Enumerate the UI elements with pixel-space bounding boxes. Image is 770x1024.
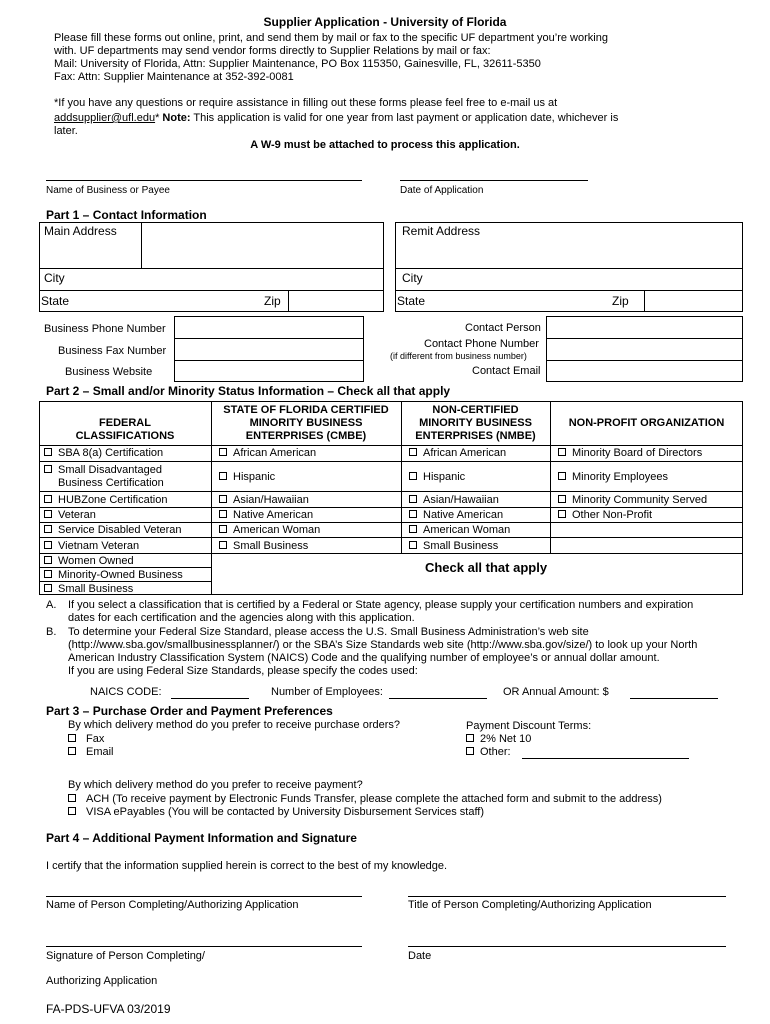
po-email-option[interactable] [68,746,114,759]
row-rule-4 [39,522,743,523]
main-zip-input[interactable] [292,295,380,309]
np-board-option[interactable] [558,447,702,460]
remit-zip-input[interactable] [648,295,738,309]
noncert-hispanic-option[interactable] [409,471,465,484]
checkbox-icon[interactable] [44,541,52,549]
state-asian-hawaiian-label: Asian/Hawaiian [233,494,309,506]
np-community-label: Minority Community Served [572,494,708,506]
checkbox-icon[interactable] [44,570,52,578]
note-a-line-1: If you select a classification that is certified by a Federal or State agency, please supply your certification numbers and expiration [68,599,694,611]
remit-state-input[interactable] [432,295,602,309]
main-city-input[interactable] [80,273,380,287]
employees-label: Number of Employees: [271,686,383,698]
note-text: This application is valid for one year from last payment or application date, whichever is [193,112,619,124]
fed-sba8a-option[interactable] [44,447,163,460]
contact-phone-label: Contact Phone Number [424,338,539,350]
main-address-col-divider [141,222,142,268]
checkbox-icon[interactable] [409,525,417,533]
pay-visa-option[interactable] [68,806,484,819]
checkbox-icon[interactable] [44,448,52,456]
fed-veteran-label: Veteran [58,509,96,521]
note-b-line-2: (http://www.sba.gov/smallbusinessplanner/) or the SBA’s Size Standards web site (http://www.sba.gov/size/) to look up your North [68,639,698,651]
noncert-american-woman-option[interactable] [409,524,510,537]
pay-ach-option[interactable] [68,793,662,806]
checkbox-icon[interactable] [558,472,566,480]
col-noncert-2: MINORITY BUSINESS [419,417,532,429]
annual-amount-input[interactable] [630,686,718,699]
noncert-native-american-label: Native American [423,509,504,521]
signature-label-1: Signature of Person Completing/ [46,950,205,962]
pay-question: By which delivery method do you prefer to receive payment? [68,779,363,791]
fed-vietnam-option[interactable] [44,540,139,553]
checkbox-icon[interactable] [219,472,227,480]
checkbox-icon[interactable] [219,448,227,456]
checkbox-icon[interactable] [68,747,76,755]
main-address-divider [39,268,384,269]
col-nonprofit: NON-PROFIT ORGANIZATION [568,417,725,429]
business-phone-label: Business Phone Number [44,323,166,335]
fed-sdv-label: Service Disabled Veteran [58,524,182,536]
fed-veteran-option[interactable] [44,509,96,522]
checkbox-icon[interactable] [44,556,52,564]
discount-2net10-label: 2% Net 10 [480,733,532,745]
discount-other-option[interactable] [466,746,511,759]
remit-city-divider [395,290,743,291]
business-website-label: Business Website [65,366,153,378]
part3-heading: Part 3 – Purchase Order and Payment Preferences [46,704,333,718]
main-city-label: City [44,271,65,285]
discount-2net10-option[interactable] [466,733,531,746]
naics-input[interactable] [171,686,249,699]
main-zip-label: Zip [264,294,281,308]
noncert-asian-hawaiian-option[interactable] [409,494,499,507]
col-state-2: MINORITY BUSINESS [249,417,363,429]
note-b-marker: B. [46,626,57,638]
checkbox-icon[interactable] [409,541,417,549]
note-a-marker: A. [46,599,57,611]
main-state-label: State [41,294,70,308]
contact-email-input[interactable] [550,364,739,378]
checkbox-icon[interactable] [219,541,227,549]
part1-heading: Part 1 – Contact Information [46,208,207,222]
contact-phone-note: (if different from business number) [390,351,527,361]
remit-state-label: State [397,294,426,308]
table-header-rule [39,445,743,446]
certify-statement: I certify that the information supplied herein is correct to the best of my knowledge. [46,860,448,872]
col-noncert-3: ENTERPRISES (NMBE) [415,430,536,442]
intro-line-2: with. UF departments may send vendor forms directly to Supplier Relations by mail or fax: [54,45,491,57]
np-employees-option[interactable] [558,471,668,484]
authorizer-title-input[interactable] [408,882,726,895]
contact-email-label: Contact Email [472,365,541,377]
noncert-small-business-option[interactable] [409,540,498,553]
signature-date-label: Date [408,950,432,962]
intro-fax: Fax: Attn: Supplier Maintenance at 352-392-0081 [54,71,294,83]
signature-line [46,946,362,947]
business-website-input[interactable] [178,364,360,378]
fed-minority-owned-label: Minority-Owned Business [58,569,183,581]
note-a-line-2: dates for each certification and the agencies along with this application. [68,612,415,624]
fed-small-disadvantaged-option[interactable] [44,464,162,477]
state-asian-hawaiian-option[interactable] [219,494,309,507]
state-native-american-label: Native American [233,509,314,521]
checkbox-icon[interactable] [219,525,227,533]
business-name-input[interactable] [46,166,362,179]
row-rule-5 [39,537,743,538]
business-name-line [46,180,362,181]
remit-zip-divider [644,290,645,312]
state-african-american-label: African American [233,447,317,459]
questions-line: *If you have any questions or require assistance in filling out these forms please feel free to e-mail us at [54,97,558,109]
signature-input[interactable] [46,932,362,945]
checkbox-icon[interactable] [466,734,474,742]
business-phone-input[interactable] [178,320,360,334]
row-rule-1 [39,461,743,462]
authorizer-name-label: Name of Person Completing/Authorizing Application [46,899,299,911]
fed-small-business-label: Small Business [58,583,134,595]
check-all-note: Check all that apply [424,560,548,575]
form-id: FA-PDS-UFVA 03/2019 [46,1002,171,1016]
contact-phone-input[interactable] [550,342,739,356]
checkbox-icon[interactable] [68,794,76,802]
note-star: * [155,112,160,124]
contact-phone-divider [546,360,743,361]
state-native-american-option[interactable] [219,509,313,522]
state-hispanic-label: Hispanic [233,471,276,483]
noncert-african-american-option[interactable] [409,447,506,460]
state-hispanic-option[interactable] [219,471,275,484]
checkbox-icon[interactable] [44,465,52,473]
checkbox-icon[interactable] [409,510,417,518]
col-state-3: ENTERPRISES (CMBE) [245,430,367,442]
checkbox-icon[interactable] [558,495,566,503]
col-federal-1: FEDERAL [99,417,151,429]
contact-person-input[interactable] [550,320,739,334]
application-date-label: Date of Application [400,185,484,196]
col-noncert-1: NON-CERTIFIED [432,404,519,416]
np-other-option[interactable] [558,509,652,522]
discount-other-label: Other: [480,746,511,758]
w9-notice: A W-9 must be attached to process this application. [250,139,520,151]
part2-heading: Part 2 – Small and/or Minority Status Information – Check all that apply [46,384,451,398]
note-b-line-1: To determine your Federal Size Standard, please access the U.S. Small Business Administration’s web site [68,626,589,638]
discount-other-input[interactable] [522,746,689,759]
np-other-label: Other Non-Profit [572,509,653,521]
note-b-line-3: American Industry Classification System (NAICS) Code and the qualifying number of employee’s or annual dollar amount. [68,652,660,664]
fed-women-owned-label: Women Owned [58,555,134,567]
contact-person-label: Contact Person [465,322,541,334]
phone-divider [174,338,364,339]
pay-visa-label: VISA ePayables (You will be contacted by University Disbursement Services staff) [86,806,485,818]
po-email-label: Email [86,746,114,758]
remit-address-label: Remit Address [402,224,481,238]
signature-label-2: Authorizing Application [46,975,158,987]
employees-input[interactable] [389,686,487,699]
np-board-label: Minority Board of Directors [572,447,703,459]
checkbox-icon[interactable] [44,510,52,518]
po-fax-option[interactable] [68,733,104,746]
application-date-line [400,180,588,181]
remit-address-input[interactable] [492,226,738,264]
state-american-woman-label: American Woman [233,524,321,536]
fed-business-cert-label: Business Certification [58,477,164,489]
business-fax-label: Business Fax Number [58,345,167,357]
remit-city-input[interactable] [436,273,736,287]
naics-label: NAICS CODE: [90,686,162,698]
checkbox-icon[interactable] [68,734,76,742]
contact-person-divider [546,338,743,339]
state-small-business-label: Small Business [233,540,309,552]
fed-hubzone-option[interactable] [44,494,167,507]
checkbox-icon[interactable] [44,584,52,592]
business-name-label: Name of Business or Payee [46,185,170,196]
annual-amount-label: OR Annual Amount: $ [503,686,609,698]
form-title: Supplier Application - University of Florida [263,15,507,29]
checkbox-icon[interactable] [44,525,52,533]
intro-line-1: Please fill these forms out online, print, and send them by mail or fax to the specific UF department you’re working [54,32,608,44]
remit-zip-label: Zip [612,294,629,308]
row-rule-2 [39,491,743,492]
checkbox-icon[interactable] [68,807,76,815]
checkbox-icon[interactable] [558,448,566,456]
fed-small-business-option[interactable] [44,583,133,596]
main-city-divider [39,290,384,291]
fed-small-disadvantaged-label: Small Disadvantaged [58,464,162,476]
fed-vietnam-label: Vietnam Veteran [58,540,140,552]
signature-date-input[interactable] [408,932,726,945]
row-rule-3 [39,507,743,508]
state-small-business-option[interactable] [219,540,308,553]
fax-divider [174,360,364,361]
po-question: By which delivery method do you prefer to receive purchase orders? [68,719,401,731]
fed-sba8a-label: SBA 8(a) Certification [58,447,164,459]
checkbox-icon[interactable] [44,495,52,503]
noncert-american-woman-label: American Woman [423,524,511,536]
fed-minority-owned-option[interactable] [44,569,183,582]
main-zip-divider [288,290,289,312]
noncert-asian-hawaiian-label: Asian/Hawaiian [423,494,499,506]
checkbox-icon[interactable] [466,747,474,755]
checkbox-icon[interactable] [409,495,417,503]
state-american-woman-option[interactable] [219,524,320,537]
row-rule-6 [39,553,743,554]
business-fax-input[interactable] [178,342,360,356]
np-community-option[interactable] [558,494,707,507]
support-email-link[interactable]: addsupplier@ufl.edu [54,112,156,124]
checkbox-icon[interactable] [219,510,227,518]
checkbox-icon[interactable] [558,510,566,518]
noncert-hispanic-label: Hispanic [423,471,466,483]
remit-address-divider [395,268,743,269]
signature-date-line [408,946,726,947]
checkbox-icon[interactable] [409,448,417,456]
col-federal-2: CLASSIFICATIONS [75,430,175,442]
discount-label: Payment Discount Terms: [466,720,592,732]
np-employees-label: Minority Employees [572,471,668,483]
state-african-american-option[interactable] [219,447,316,460]
note-label: Note: [162,112,191,124]
note-line-2: later. [54,125,78,137]
po-fax-label: Fax [86,733,105,745]
authorizer-title-line [408,896,726,897]
main-state-input[interactable] [76,295,256,309]
authorizer-title-label: Title of Person Completing/Authorizing Application [408,899,652,911]
col-state-1: STATE OF FLORIDA CERTIFIED [223,404,389,416]
noncert-african-american-label: African American [423,447,507,459]
note-b-line-4: If you are using Federal Size Standards, please specify the codes used: [68,665,418,677]
noncert-native-american-option[interactable] [409,509,503,522]
part4-heading: Part 4 – Additional Payment Information and Signature [46,831,357,845]
authorizer-name-input[interactable] [46,882,362,895]
application-date-input[interactable] [400,166,588,179]
pay-ach-label: ACH (To receive payment by Electronic Funds Transfer, please complete the attached form and submit to the address) [86,793,662,805]
fed-women-owned-option[interactable] [44,555,134,568]
main-address-input[interactable] [144,226,380,264]
checkbox-icon[interactable] [409,472,417,480]
fed-hubzone-label: HUBZone Certification [58,494,168,506]
remit-city-label: City [402,271,423,285]
fed-sdv-option[interactable] [44,524,182,537]
authorizer-name-line [46,896,362,897]
note-line [54,112,618,125]
checkbox-icon[interactable] [219,495,227,503]
main-address-label: Main Address [44,224,117,238]
noncert-small-business-label: Small Business [423,540,499,552]
intro-mail: Mail: University of Florida, Attn: Supplier Maintenance, PO Box 115350, Gainesville, FL, 32611-5350 [54,58,541,70]
